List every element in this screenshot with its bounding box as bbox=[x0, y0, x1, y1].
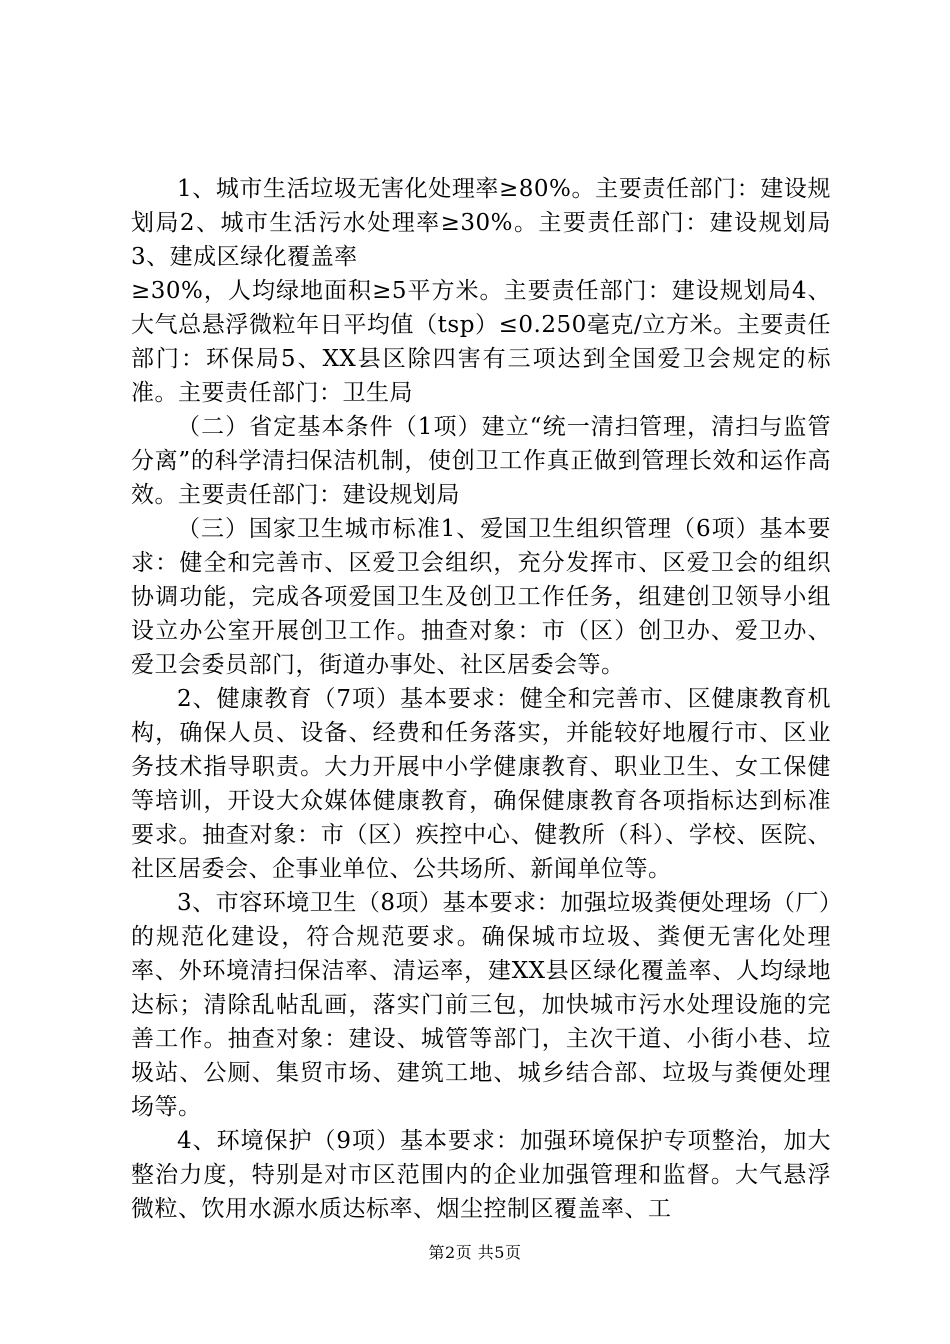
paragraph-health-education: 2、健康教育（7项）基本要求：健全和完善市、区健康教育机构，确保人员、设备、经费和任务落实，并能较好地履行市、区业务技术指导职责。大力开展中小学健康教育、职业卫生、女工保健等培训，开设大众媒体健康教育，确保健康教育各项指标达到标准要求。抽查对象：市（区）疾控中心、健教所（科）、学校、医院、社区居委会、企事业单位、公共场所、新闻单位等。 bbox=[131, 686, 831, 882]
paragraph-green-space-continued: ≥30%，人均绿地面积≥5平方米。主要责任部门：建设规划局4、大气总悬浮微粒年日平均值（tsp）≤0.250毫克/立方米。主要责任部门：环保局5、XX县区除四害有三项达到全国爱卫会规定的标准。主要责任部门：卫生局 bbox=[131, 278, 831, 406]
paragraph-national-standard-organization: （三）国家卫生城市标准1、爱国卫生组织管理（6项）基本要求：健全和完善市、区爱卫会组织，充分发挥市、区爱卫会的组织协调功能，完成各项爱国卫生及创卫工作任务，组建创卫领导小组设立办公室开展创卫工作。抽查对象：市（区）创卫办、爱卫办、爱卫会委员部门，街道办事处、社区居委会等。 bbox=[131, 516, 831, 678]
page-number-footer: 第2页 共5页 bbox=[428, 1243, 522, 1262]
paragraph-provincial-conditions: （二）省定基本条件（1项）建立“统一清扫管理，清扫与监管分离”的科学清扫保洁机制，使创卫工作真正做到管理长效和运作高效。主要责任部门：建设规划局 bbox=[131, 414, 831, 508]
document-body bbox=[131, 172, 831, 1226]
paragraph-environmental-protection: 4、环境保护（9项）基本要求：加强环境保护专项整治，加大整治力度，特别是对市区范围内的企业加强管理和监督。大气悬浮微粒、饮用水源水质达标率、烟尘控制区覆盖率、工 bbox=[131, 1128, 831, 1222]
paragraph-urban-indicators: 1、城市生活垃圾无害化处理率≥80%。主要责任部门：建设规划局2、城市生活污水处理率≥30%。主要责任部门：建设规划局3、建成区绿化覆盖率 bbox=[131, 176, 831, 270]
paragraph-city-sanitation: 3、市容环境卫生（8项）基本要求：加强垃圾粪便处理场（厂）的规范化建设，符合规范要求。确保城市垃圾、粪便无害化处理率、外环境清扫保洁率、清运率，建XX县区绿化覆盖率、人均绿地达标；清除乱帖乱画，落实门前三包，加快城市污水处理设施的完善工作。抽查对象：建设、城管等部门，主次干道、小街小巷、垃圾站、公厕、集贸市场、建筑工地、城乡结合部、垃圾与粪便处理场等。 bbox=[131, 890, 831, 1120]
